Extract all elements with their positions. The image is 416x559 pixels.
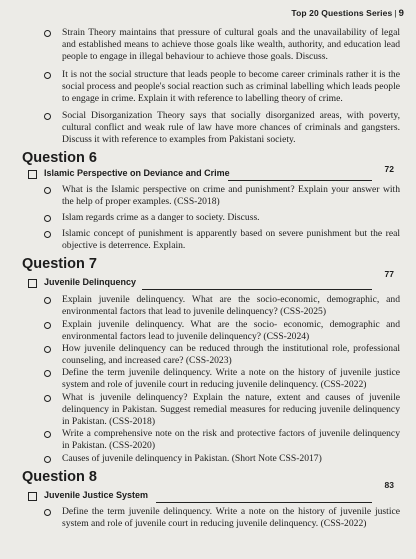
bullet-icon [44,456,51,463]
series-title: Top 20 Questions Series [291,8,393,18]
topic-title: Islamic Perspective on Deviance and Crime [44,168,230,178]
question-heading: Question 8 [22,469,97,485]
question-heading: Question 7 [22,256,97,272]
checkbox-icon [28,170,37,179]
header-separator: | [394,8,397,18]
question-text: Strain Theory maintains that pressure of cultural goals and the unavailability of legal and established means to achieve those goals like wealth, authority, and education lead people to engage in illegal behaviour to achieve those goals. Discuss. [62,27,400,62]
bullet-icon [44,509,51,516]
running-header [291,8,404,19]
topic-page-number: 83 [384,480,394,490]
checkbox-icon [28,492,37,501]
question-text: Social Disorganization Theory says that socially disorganized areas, with poverty, cultural conflict and weak rule of law have more chances of criminals and gangsters. Discuss it with reference to examples from Pakistani society. [62,110,400,145]
bullet-icon [44,30,51,37]
topic-page-number: 72 [384,164,394,174]
bullet-icon [44,113,51,120]
bullet-icon [44,72,51,79]
question-text: How juvenile delinquency can be reduced through the institutional role, professional counseling, and increased care? (CSS-2023) [62,343,400,366]
question-text: What is juvenile delinquency? Explain the nature, extent and causes of juvenile delinquency in Pakistan. Suggest remedial measures for reducing juvenile delinquency in Pakistan. (CSS-2018) [62,392,400,427]
topic-page-number: 77 [384,269,394,279]
bullet-icon [44,431,51,438]
bullet-icon [44,322,51,329]
bullet-icon [44,231,51,238]
question-text: Write a comprehensive note on the risk and protective factors of juvenile delinquency in Pakistan. (CSS-2020) [62,428,400,451]
question-text: Explain juvenile delinquency. What are the socio- economic, demographic and environmental factors lead to juvenile delinquency? (CSS-2024) [62,319,400,342]
question-text: Define the term juvenile delinquency. Write a note on the history of juvenile justice system and role of juvenile court in reducing juvenile delinquency. (CSS-2022) [62,367,400,390]
topic-row [28,269,394,291]
bullet-icon [44,346,51,353]
question-text: Explain juvenile delinquency. What are the socio-economic, demographic, and environmental factors that lead to juvenile delinquency? (CSS-2025) [62,294,400,317]
bullet-icon [44,395,51,402]
bullet-icon [44,297,51,304]
question-text: Islamic concept of punishment is apparently based on severe punishment but the real objective is deterrence. Explain. [62,228,400,251]
topic-row [28,164,394,182]
question-heading: Question 6 [22,150,97,166]
leader-line [228,180,372,181]
question-text: Islam regards crime as a danger to society. Discuss. [62,212,260,223]
checkbox-icon [28,279,37,288]
topic-row [28,480,394,504]
topic-title: Juvenile Justice System [44,490,149,500]
bullet-icon [44,187,51,194]
bullet-icon [44,215,51,222]
topic-title: Juvenile Delinquency [44,277,137,287]
page-number: 9 [398,8,404,19]
question-text: It is not the social structure that leads people to become career criminals rather it is the social process and people's social reaction such as criminal labelling which leads people to engage in crime. Explain it with reference to labelling theory of crime. [62,69,400,104]
leader-line [142,289,372,290]
bullet-icon [44,370,51,377]
question-text: Causes of juvenile delinquency in Pakistan. (Short Note CSS-2017) [62,453,322,464]
leader-line [156,502,372,503]
question-text: What is the Islamic perspective on crime and punishment? Explain your answer with the help of proper examples. (CSS-2018) [62,184,400,207]
question-text: Define the term juvenile delinquency. Write a note on the history of juvenile justice system and role of juvenile court in reducing juvenile delinquency. (CSS-2022) [62,506,400,529]
